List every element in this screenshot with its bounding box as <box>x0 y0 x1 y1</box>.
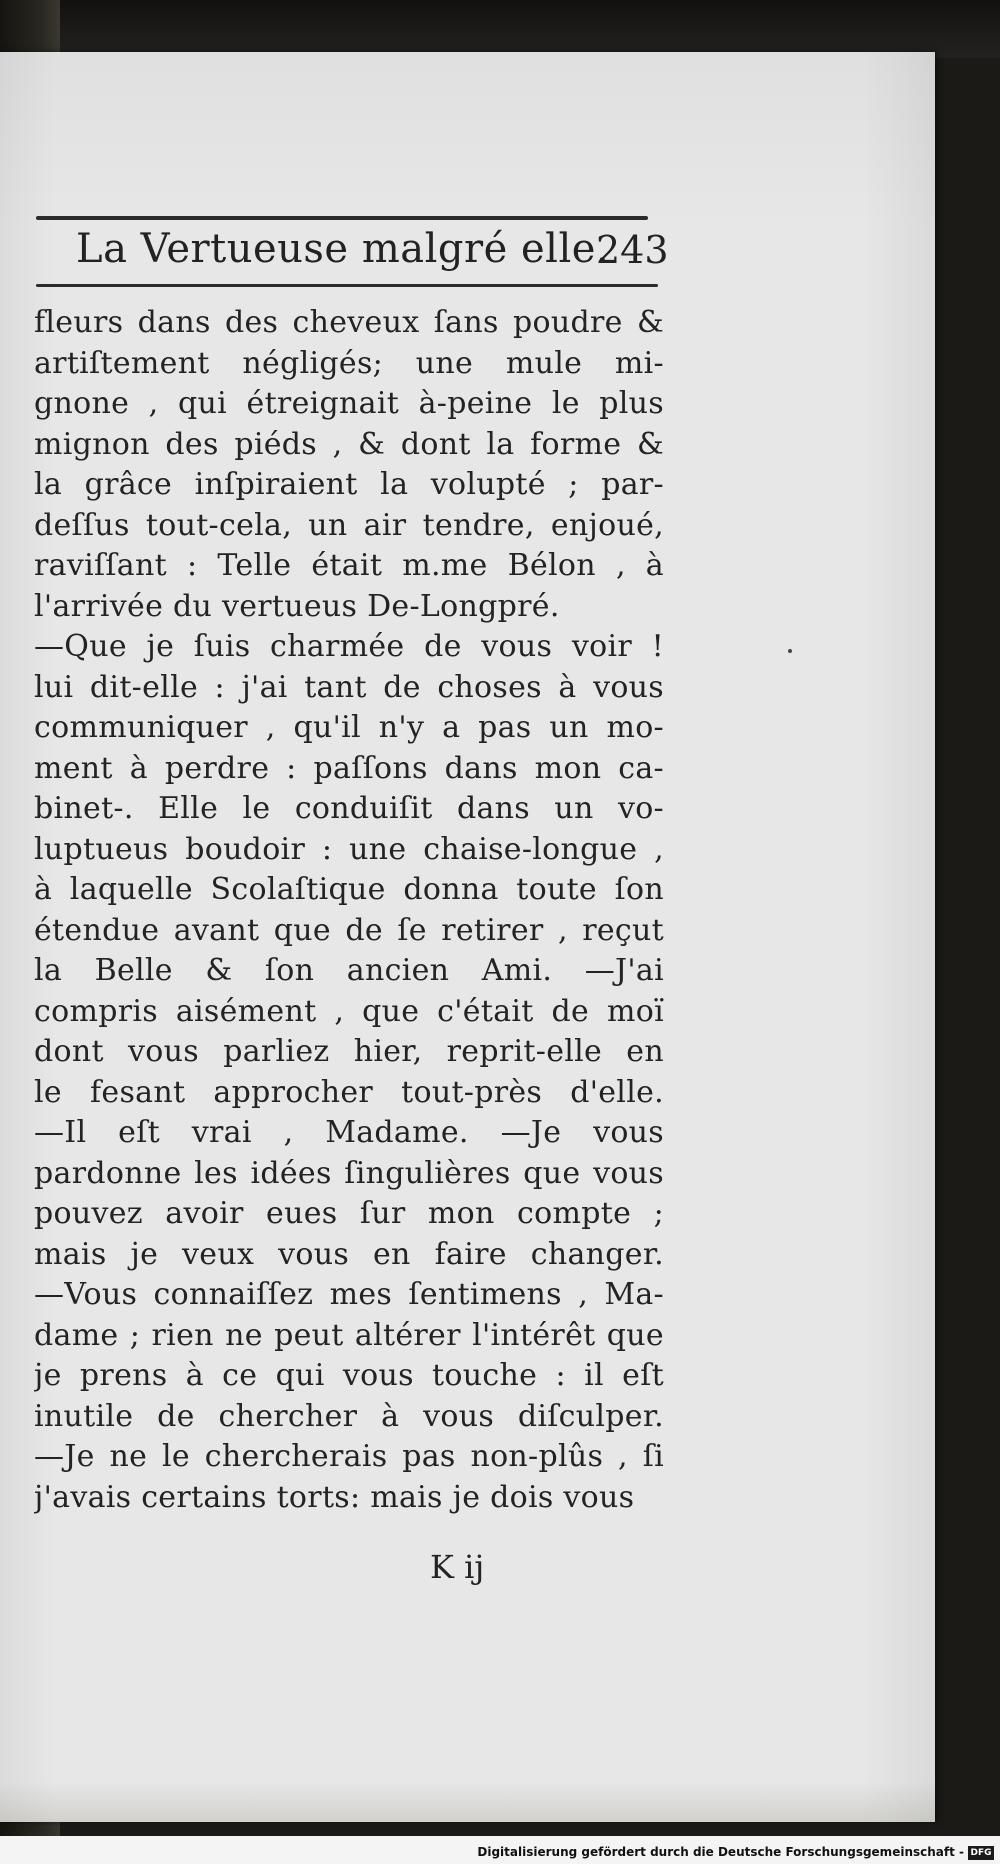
text-line: mignon des piéds , & dont la forme & <box>34 426 664 462</box>
dfg-logo: DFG <box>968 1846 994 1860</box>
text-line: —Que je ſuis charmée de vous voir ! <box>34 629 664 664</box>
text-line: mais je veux vous en faire changer. <box>34 1236 664 1272</box>
text-line: communiquer , qu'il n'y a pas un mo- <box>34 710 664 745</box>
text-line: gnone , qui étreignait à-peine le plus <box>34 386 664 421</box>
text-line: deſſus tout-cela, un air tendre, enjoué, <box>34 507 664 543</box>
text-line: dont vous parliez hier, reprit-elle en <box>34 1034 664 1069</box>
text-line: —Vous connaiſſez mes ſentimens , Ma- <box>34 1277 664 1312</box>
text-line: le fesant approcher tout-près d'elle. <box>34 1074 664 1110</box>
paper-speck <box>788 649 792 653</box>
text-line: à laquelle Scolaſtique donna toute ſon <box>34 872 664 907</box>
text-line: dame ; rien ne peut altérer l'intérêt que <box>34 1317 664 1353</box>
text-line: inutile de chercher à vous diſculper. <box>34 1398 664 1434</box>
header-rule-top <box>36 216 648 220</box>
text-line: —Je ne le chercherais pas non-plûs , ſi <box>34 1439 664 1474</box>
header-rule-bottom <box>36 284 658 287</box>
text-line: fleurs dans des cheveux ſans poudre & <box>34 305 664 340</box>
footer-bar <box>0 1836 1000 1864</box>
text-line: je prens à ce qui vous touche : il eſt <box>34 1358 664 1393</box>
body-text <box>34 303 664 1518</box>
footer-credit: Digitalisierung gefördert durch die Deutsche Forschungsgemeinschaft - <box>477 1845 964 1859</box>
text-line: pardonne les idées ſingulières que vous <box>34 1155 664 1191</box>
text-line: étendue avant que de ſe retirer , reçut <box>34 912 664 948</box>
text-line: binet-. Elle le conduiſit dans un vo- <box>34 791 664 826</box>
text-line: raviſſant : Telle était m.me Bélon , à <box>34 548 664 583</box>
text-line: —Il eſt vrai , Madame. —Je vous <box>34 1115 664 1150</box>
text-line: lui dit-elle : j'ai tant de choses à vous <box>34 669 664 705</box>
text-line: j'avais certains torts: mais je dois vous <box>34 1479 635 1515</box>
text-line: ment à perdre : paſſons dans mon ca- <box>34 750 664 786</box>
signature-mark: K ij <box>430 1548 485 1586</box>
scan-top-edge <box>0 0 1000 58</box>
text-line: la Belle & ſon ancien Ami. —J'ai <box>34 953 664 988</box>
text-line: pouvez avoir eues ſur mon compte ; <box>34 1196 664 1231</box>
text-line: l'arrivée du vertueus De-Longpré. <box>34 588 560 624</box>
text-line: la grâce inſpiraient la volupté ; par- <box>34 467 664 502</box>
text-line: compris aisément , que c'était de moï <box>34 993 664 1029</box>
running-title: La Vertueuse malgré elle. <box>76 226 610 272</box>
text-line: luptueus boudoir : une chaise-longue , <box>34 831 664 867</box>
text-line: artiſtement négligés; une mule mi- <box>34 345 664 381</box>
page-number: 243 <box>596 228 669 272</box>
